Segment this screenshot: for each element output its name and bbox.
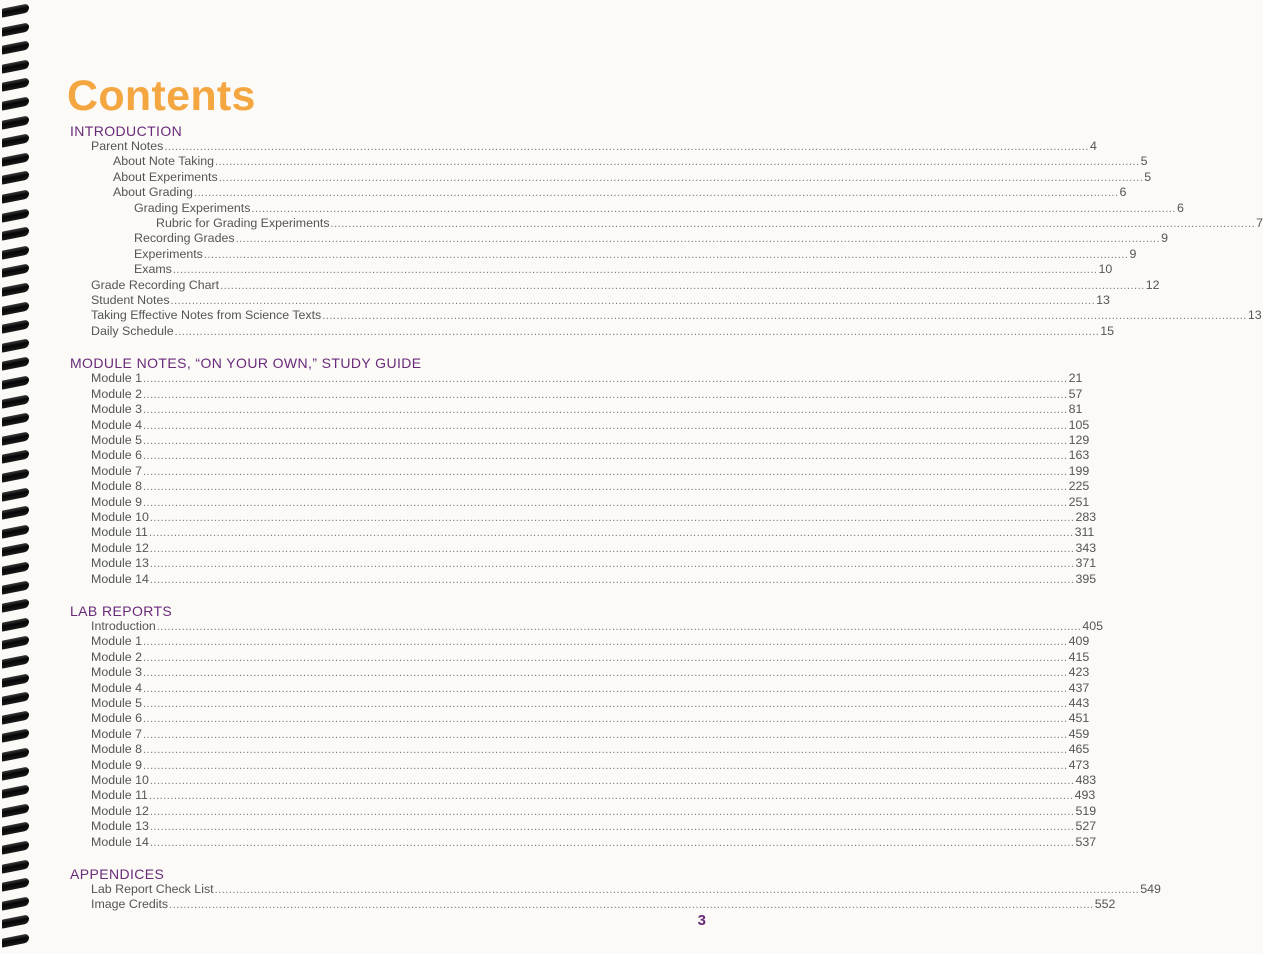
toc-entry-label: Module 8 xyxy=(91,479,142,494)
toc-entry xyxy=(66,726,1090,742)
toc-entry xyxy=(66,680,1090,696)
dot-leader: .................................................................................................................................................................................................................................................................... xyxy=(330,218,1256,231)
dot-leader: .................................................................................................................................................................................................................................................................... xyxy=(169,899,1094,912)
toc-entry-page: 21 xyxy=(1068,371,1083,386)
spiral-coil xyxy=(2,59,29,73)
spiral-coil xyxy=(2,413,29,427)
toc-entry-label: Parent Notes xyxy=(91,139,164,153)
toc-entry-page: 163 xyxy=(1068,448,1090,463)
toc-entry xyxy=(66,371,1083,386)
spiral-coil xyxy=(2,320,29,334)
spiral-coil xyxy=(2,617,29,631)
toc-entry xyxy=(66,571,1097,587)
toc-entry-label: Module 9 xyxy=(91,757,142,772)
dot-leader: .................................................................................................................................................................................................................................................................... xyxy=(203,248,1129,261)
dot-leader: .................................................................................................................................................................................................................................................................... xyxy=(142,728,1068,741)
toc-entry-label: Module 14 xyxy=(91,571,149,586)
spiral-coil xyxy=(2,115,29,129)
toc-entry xyxy=(66,897,1116,912)
toc-entry-label: Rubric for Grading Experiments xyxy=(156,216,330,231)
page-number: 3 xyxy=(697,912,706,929)
toc-entry xyxy=(66,185,1127,200)
dot-leader: .................................................................................................................................................................................................................................................................... xyxy=(235,233,1161,246)
toc-entry xyxy=(66,293,1110,308)
dot-leader: .................................................................................................................................................................................................................................................................... xyxy=(149,805,1075,818)
spiral-coil xyxy=(2,208,29,222)
toc-entry-label: Recording Grades xyxy=(134,231,235,246)
spiral-coil xyxy=(2,506,29,520)
spiral-coil xyxy=(2,561,29,575)
spiral-coil xyxy=(2,22,29,36)
toc-entry-page: 537 xyxy=(1075,834,1097,849)
toc-entry xyxy=(66,417,1090,433)
dot-leader: .................................................................................................................................................................................................................................................................... xyxy=(142,744,1068,757)
dot-leader: .................................................................................................................................................................................................................................................................... xyxy=(156,620,1082,633)
dot-leader: .................................................................................................................................................................................................................................................................... xyxy=(220,279,1145,292)
dot-leader: .................................................................................................................................................................................................................................................................... xyxy=(142,651,1068,664)
toc-entry-label: Image Credits xyxy=(91,897,169,912)
dot-leader: .................................................................................................................................................................................................................................................................... xyxy=(142,434,1068,447)
spiral-coil xyxy=(2,785,29,799)
toc-entry-label: Module 3 xyxy=(91,402,142,417)
toc-entry-page: 423 xyxy=(1068,665,1090,680)
toc-entry-label: Module 8 xyxy=(91,742,142,757)
spiral-coil xyxy=(2,580,29,594)
toc-entry xyxy=(66,200,1184,216)
toc-entry-page: 5 xyxy=(1140,154,1148,169)
toc-entry xyxy=(66,711,1090,726)
toc-entry-label: Module 5 xyxy=(91,696,142,710)
toc-entry-page: 415 xyxy=(1068,649,1090,664)
spiral-coil xyxy=(2,357,29,371)
toc-entry-label: Module 10 xyxy=(91,773,149,788)
dot-leader: .................................................................................................................................................................................................................................................................... xyxy=(142,713,1068,726)
section-heading: APPENDICES xyxy=(70,866,165,883)
spiral-coil xyxy=(2,692,29,706)
spiral-coil xyxy=(2,338,29,352)
toc-entry-page: 15 xyxy=(1100,323,1115,338)
spiral-coil xyxy=(2,189,29,203)
spiral-coil xyxy=(2,636,29,650)
toc-entry-label: Module 1 xyxy=(91,634,142,649)
spiral-coil xyxy=(2,933,29,947)
dot-leader: .................................................................................................................................................................................................................................................................... xyxy=(142,636,1068,649)
dot-leader: .................................................................................................................................................................................................................................................................... xyxy=(164,141,1089,153)
toc-entry xyxy=(66,169,1152,185)
toc-entry-page: 5 xyxy=(1144,169,1152,184)
spiral-coil xyxy=(2,766,29,780)
dot-leader: .................................................................................................................................................................................................................................................................... xyxy=(142,419,1068,432)
toc-entry xyxy=(66,696,1090,711)
dot-leader: .................................................................................................................................................................................................................................................................... xyxy=(193,187,1119,200)
toc-entry-page: 451 xyxy=(1068,711,1090,726)
toc-entry-page: 13 xyxy=(1247,308,1262,323)
dot-leader: .................................................................................................................................................................................................................................................................... xyxy=(142,481,1068,494)
toc-entry xyxy=(66,525,1095,540)
spiral-coil xyxy=(2,543,29,557)
spiral-coil xyxy=(2,729,29,743)
toc-entry-page: 251 xyxy=(1068,494,1090,509)
toc-entry-label: Lab Report Check List xyxy=(91,882,214,897)
spiral-coil xyxy=(2,450,29,464)
toc-entry-page: 13 xyxy=(1096,293,1110,308)
toc-entry-page: 473 xyxy=(1068,757,1090,772)
spiral-coil xyxy=(2,859,29,873)
toc-entry-label: Module 12 xyxy=(91,803,149,818)
toc-entry-page: 12 xyxy=(1145,277,1160,292)
toc-entry-page: 465 xyxy=(1068,742,1090,757)
spiral-coil xyxy=(2,487,29,501)
dot-leader: .................................................................................................................................................................................................................................................................... xyxy=(149,836,1075,849)
toc-entry-label: Exams xyxy=(134,262,172,277)
toc-entry-page: 549 xyxy=(1140,882,1161,897)
toc-entry-page: 409 xyxy=(1068,634,1090,649)
toc-entry-label: Module 6 xyxy=(91,711,142,726)
spiral-coil xyxy=(2,431,29,445)
toc-entry xyxy=(66,556,1097,571)
toc-entry-label: About Experiments xyxy=(113,169,218,184)
toc-entry-label: Module 4 xyxy=(91,417,142,432)
spiral-coil xyxy=(2,245,29,259)
spiral-coil xyxy=(2,394,29,408)
toc-entry-label: Student Notes xyxy=(91,293,170,308)
toc-entry xyxy=(66,154,1148,169)
toc-entry xyxy=(66,834,1097,850)
toc-entry-label: Module 11 xyxy=(91,788,148,803)
dot-leader: .................................................................................................................................................................................................................................................................... xyxy=(174,325,1100,338)
dot-leader: .................................................................................................................................................................................................................................................................... xyxy=(172,264,1098,277)
toc-entry-label: About Grading xyxy=(113,185,193,200)
toc-entry xyxy=(66,803,1097,819)
section-appendices xyxy=(66,866,1161,913)
spiral-coil xyxy=(2,41,29,55)
toc-entry xyxy=(66,402,1083,417)
dot-leader: .................................................................................................................................................................................................................................................................... xyxy=(214,884,1140,897)
toc-entry-page: 9 xyxy=(1161,231,1169,246)
spiral-coil xyxy=(2,227,29,241)
dot-leader: .................................................................................................................................................................................................................................................................... xyxy=(142,682,1068,695)
toc-entry xyxy=(66,788,1096,803)
spiral-coil xyxy=(2,282,29,296)
spiral-coil xyxy=(2,747,29,761)
toc-entry-label: Module 4 xyxy=(91,680,142,695)
toc-entry xyxy=(66,231,1169,246)
spiral-coil xyxy=(2,301,29,315)
spiral-coil xyxy=(2,654,29,668)
toc-entry-label: Module 13 xyxy=(91,819,149,834)
toc-entry xyxy=(66,432,1090,448)
spiral-coil xyxy=(2,375,29,389)
toc-entry-page: 493 xyxy=(1074,788,1096,803)
dot-leader: .................................................................................................................................................................................................................................................................... xyxy=(215,156,1140,169)
spiral-coil xyxy=(2,915,29,929)
toc-entry-label: Module 13 xyxy=(91,556,149,571)
spiral-coil xyxy=(2,78,29,92)
toc-entry-page: 311 xyxy=(1074,525,1095,540)
spiral-coil xyxy=(2,803,29,817)
toc-entry-page: 10 xyxy=(1098,262,1113,277)
spiral-coil xyxy=(2,524,29,538)
toc-entry xyxy=(66,665,1090,680)
toc-entry-label: Module 7 xyxy=(91,463,142,478)
page-title: Contents xyxy=(67,72,256,120)
toc-entry-label: Module 3 xyxy=(91,665,142,680)
toc-entry-label: Module 2 xyxy=(91,386,142,401)
dot-leader: .................................................................................................................................................................................................................................................................... xyxy=(149,821,1075,834)
toc-entry xyxy=(66,509,1097,525)
toc-entry-label: Experiments xyxy=(134,246,203,261)
toc-entry-page: 459 xyxy=(1068,726,1090,741)
toc-entry-page: 371 xyxy=(1075,556,1097,571)
toc-entry-label: Module 2 xyxy=(91,649,142,664)
toc-entry xyxy=(66,742,1090,757)
toc-entry-page: 283 xyxy=(1075,509,1097,524)
toc-entry-page: 57 xyxy=(1068,386,1083,401)
section-heading: LAB REPORTS xyxy=(70,602,173,619)
dot-leader: .................................................................................................................................................................................................................................................................... xyxy=(322,310,1247,323)
toc-entry xyxy=(66,494,1090,510)
toc-entry-page: 437 xyxy=(1068,680,1090,695)
toc-entry-page: 81 xyxy=(1068,402,1083,417)
toc-entry xyxy=(66,139,1097,154)
spiral-coil xyxy=(2,599,29,613)
dot-leader: .................................................................................................................................................................................................................................................................... xyxy=(148,790,1074,803)
entry-list xyxy=(66,139,1263,339)
toc-entry xyxy=(66,448,1090,463)
dot-leader: .................................................................................................................................................................................................................................................................... xyxy=(142,373,1068,386)
spiral-coil xyxy=(2,673,29,687)
toc-entry-page: 9 xyxy=(1129,246,1137,261)
toc-entry-label: Module 5 xyxy=(91,432,142,447)
toc-entry-page: 6 xyxy=(1177,200,1184,215)
spiral-coil xyxy=(2,878,29,892)
toc-entry-label: Module 7 xyxy=(91,726,142,741)
toc-entry xyxy=(66,540,1097,556)
entry-list xyxy=(66,618,1104,850)
toc-entry xyxy=(66,649,1090,665)
dot-leader: .................................................................................................................................................................................................................................................................... xyxy=(149,558,1075,571)
dot-leader: .................................................................................................................................................................................................................................................................... xyxy=(218,171,1144,184)
toc-entry-label: Taking Effective Notes from Science Texts xyxy=(91,308,322,323)
dot-leader: .................................................................................................................................................................................................................................................................... xyxy=(142,667,1068,680)
toc-entry-label: Grade Recording Chart xyxy=(91,277,220,292)
toc-entry-label: Module 6 xyxy=(91,448,142,463)
spiral-coil xyxy=(2,134,29,148)
toc-entry-label: Module 1 xyxy=(91,371,142,386)
dot-leader: .................................................................................................................................................................................................................................................................... xyxy=(149,511,1075,524)
toc-entry-page: 105 xyxy=(1068,417,1090,432)
dot-leader: .................................................................................................................................................................................................................................................................... xyxy=(149,775,1075,788)
toc-entry xyxy=(66,634,1090,649)
toc-entry xyxy=(66,323,1115,339)
entry-list xyxy=(66,371,1097,587)
section-lab-reports xyxy=(66,602,1104,850)
toc-entry-page: 443 xyxy=(1068,696,1090,710)
toc-entry-label: Introduction xyxy=(91,618,156,633)
toc-entry-page: 7 xyxy=(1256,216,1263,231)
dot-leader: .................................................................................................................................................................................................................................................................... xyxy=(142,388,1068,401)
spiral-coil xyxy=(2,3,29,17)
table-of-contents xyxy=(66,123,1263,929)
toc-entry-page: 343 xyxy=(1075,540,1097,555)
dot-leader: .................................................................................................................................................................................................................................................................... xyxy=(170,295,1096,308)
toc-entry xyxy=(66,479,1090,494)
toc-entry xyxy=(66,463,1090,479)
toc-entry-page: 225 xyxy=(1068,479,1090,494)
toc-entry-label: Module 11 xyxy=(91,525,148,540)
toc-entry xyxy=(66,386,1083,402)
toc-entry-page: 4 xyxy=(1089,139,1097,153)
entry-list xyxy=(66,882,1161,913)
toc-entry xyxy=(66,246,1137,262)
spiral-coil xyxy=(2,710,29,724)
toc-entry-label: Module 9 xyxy=(91,494,142,509)
dot-leader: .................................................................................................................................................................................................................................................................... xyxy=(149,573,1075,586)
toc-entry-page: 199 xyxy=(1068,463,1090,478)
toc-entry-page: 6 xyxy=(1119,185,1127,200)
toc-entry-label: About Note Taking xyxy=(113,154,215,169)
spiral-binding xyxy=(0,0,34,954)
dot-leader: .................................................................................................................................................................................................................................................................... xyxy=(142,404,1068,417)
section-heading: INTRODUCTION xyxy=(70,123,183,139)
spiral-coil xyxy=(2,152,29,166)
toc-entry-page: 483 xyxy=(1075,773,1097,788)
toc-entry xyxy=(66,882,1161,897)
spiral-coil xyxy=(2,896,29,910)
section-heading: MODULE NOTES, “ON YOUR OWN,” STUDY GUIDE xyxy=(70,355,422,372)
toc-entry xyxy=(66,216,1263,231)
toc-entry-label: Module 14 xyxy=(91,834,149,849)
dot-leader: .................................................................................................................................................................................................................................................................... xyxy=(142,759,1068,772)
toc-entry-label: Module 12 xyxy=(91,540,149,555)
dot-leader: .................................................................................................................................................................................................................................................................... xyxy=(142,450,1068,463)
dot-leader: .................................................................................................................................................................................................................................................................... xyxy=(149,542,1075,555)
toc-entry xyxy=(66,819,1097,834)
toc-entry xyxy=(66,308,1262,323)
spiral-coil xyxy=(2,264,29,278)
dot-leader: .................................................................................................................................................................................................................................................................... xyxy=(142,698,1068,710)
dot-leader: .................................................................................................................................................................................................................................................................... xyxy=(148,527,1074,540)
toc-entry-page: 395 xyxy=(1075,571,1097,586)
spiral-coil xyxy=(2,468,29,482)
toc-entry xyxy=(66,618,1104,634)
spiral-coil xyxy=(2,96,29,110)
toc-entry-page: 405 xyxy=(1082,618,1104,633)
section-module-notes xyxy=(66,355,1097,587)
section-introduction xyxy=(66,123,1263,339)
toc-entry-label: Module 10 xyxy=(91,509,149,524)
toc-entry-page: 519 xyxy=(1075,803,1097,818)
dot-leader: .................................................................................................................................................................................................................................................................... xyxy=(142,465,1068,478)
dot-leader: .................................................................................................................................................................................................................................................................... xyxy=(251,202,1176,215)
toc-entry xyxy=(66,262,1113,277)
toc-entry-label: Grading Experiments xyxy=(134,200,251,215)
dot-leader: .................................................................................................................................................................................................................................................................... xyxy=(142,496,1068,509)
spiral-coil xyxy=(2,840,29,854)
toc-entry-page: 527 xyxy=(1075,819,1097,834)
toc-entry xyxy=(66,773,1097,788)
toc-entry-page: 129 xyxy=(1068,432,1090,447)
spiral-coil xyxy=(2,822,29,836)
spiral-coil xyxy=(2,171,29,185)
toc-entry xyxy=(66,277,1160,293)
toc-entry xyxy=(66,757,1090,773)
toc-entry-label: Daily Schedule xyxy=(91,323,174,338)
toc-entry-page: 552 xyxy=(1094,897,1116,912)
